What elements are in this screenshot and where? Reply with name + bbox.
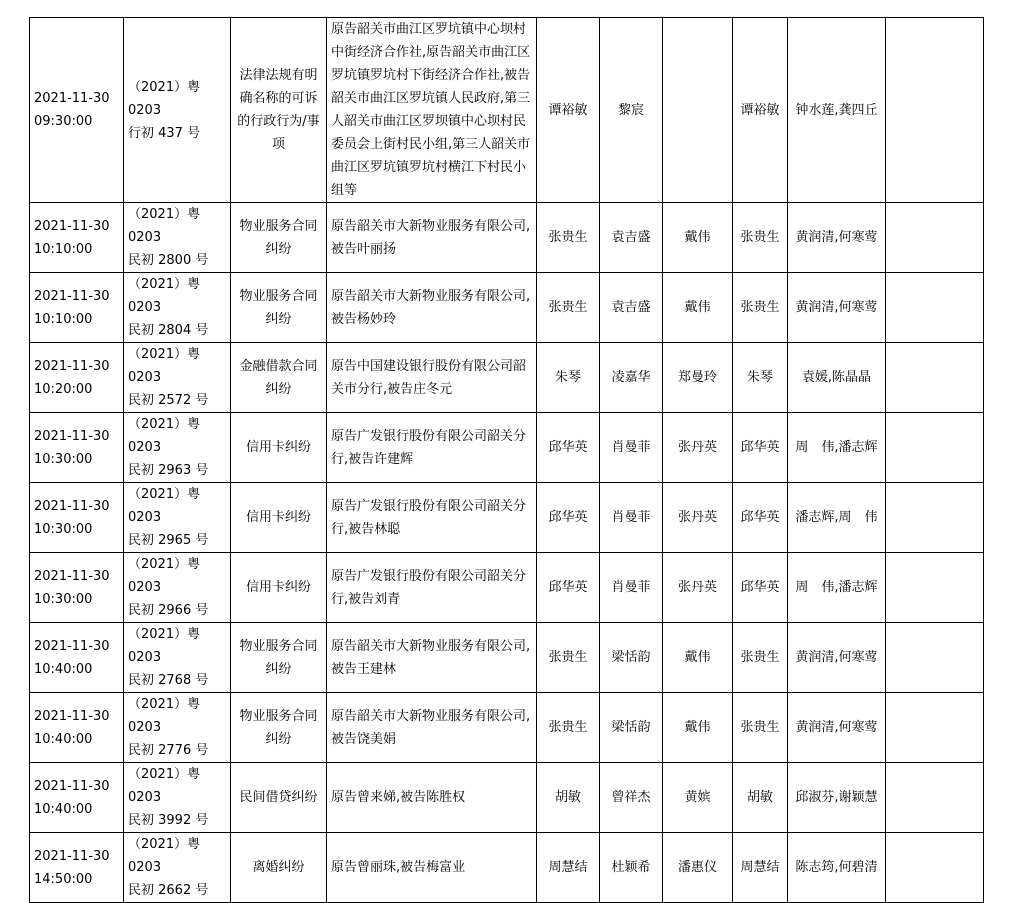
- case-number-suffix: 民初 2776 号: [128, 743, 209, 758]
- hearing-date: 2021-11-30: [34, 498, 110, 514]
- table-row: [30, 18, 984, 203]
- panel-member-1: 袁吉盛: [600, 203, 663, 273]
- case-number-prefix: （2021）粤0203: [128, 79, 201, 118]
- table-row: [30, 483, 984, 553]
- table-row: [30, 623, 984, 693]
- presiding-judge: 张贵生: [733, 693, 788, 763]
- case-number-suffix: 民初 2963 号: [128, 463, 209, 478]
- empty-cell: [886, 483, 984, 553]
- case-parties: 原告韶关市大新物业服务有限公司,被告饶美娟: [327, 693, 537, 763]
- panel-member-1: 肖曼菲: [600, 483, 663, 553]
- court-clerks: 黄润清,何寒莺: [788, 693, 886, 763]
- hearing-date: 2021-11-30: [34, 568, 110, 584]
- case-number-suffix: 行初 437 号: [128, 125, 201, 141]
- case-number-cell: [124, 623, 231, 693]
- judge: 胡敏: [537, 763, 600, 833]
- hearing-time-cell: [30, 763, 124, 833]
- case-number-prefix: （2021）粤0203: [128, 347, 201, 385]
- hearing-clock: 14:50:00: [34, 871, 93, 887]
- case-number-prefix: （2021）粤0203: [128, 557, 201, 595]
- empty-cell: [886, 203, 984, 273]
- case-cause: 物业服务合同纠纷: [231, 203, 327, 273]
- panel-member-1: 肖曼菲: [600, 553, 663, 623]
- court-clerks: 袁媛,陈晶晶: [788, 343, 886, 413]
- table-row: [30, 413, 984, 483]
- case-number-cell: [124, 833, 231, 903]
- hearing-time-cell: [30, 413, 124, 483]
- judge: 邱华英: [537, 553, 600, 623]
- panel-member-2: 戴伟: [663, 693, 733, 763]
- table-row: [30, 833, 984, 903]
- court-clerks: 黄润清,何寒莺: [788, 203, 886, 273]
- hearing-time-cell: [30, 833, 124, 903]
- panel-member-2: [663, 18, 733, 203]
- panel-member-1: 杜颖希: [600, 833, 663, 903]
- court-clerks: 潘志辉,周 伟: [788, 483, 886, 553]
- presiding-judge: 张贵生: [733, 203, 788, 273]
- case-number-prefix: （2021）粤0203: [128, 767, 201, 805]
- hearing-clock: 10:30:00: [34, 591, 93, 607]
- court-clerks: 周 伟,潘志辉: [788, 413, 886, 483]
- case-number-suffix: 民初 2966 号: [128, 603, 209, 618]
- case-number-suffix: 民初 2965 号: [128, 533, 209, 548]
- case-number-prefix: （2021）粤0203: [128, 837, 201, 875]
- hearing-date: 2021-11-30: [34, 428, 110, 444]
- case-number-suffix: 民初 2800 号: [128, 253, 209, 268]
- hearing-date: 2021-11-30: [34, 708, 110, 724]
- case-cause: 民间借贷纠纷: [231, 763, 327, 833]
- presiding-judge: 谭裕敏: [733, 18, 788, 203]
- court-clerks: 钟水莲,龚四丘: [788, 18, 886, 203]
- case-parties: 原告韶关市大新物业服务有限公司,被告王建林: [327, 623, 537, 693]
- judge: 邱华英: [537, 483, 600, 553]
- empty-cell: [886, 763, 984, 833]
- hearing-time-cell: [30, 623, 124, 693]
- hearing-clock: 09:30:00: [34, 114, 93, 129]
- court-clerks: 周 伟,潘志辉: [788, 553, 886, 623]
- presiding-judge: 张贵生: [733, 623, 788, 693]
- case-number-cell: [124, 483, 231, 553]
- case-parties: 原告曾丽珠,被告梅富业: [327, 833, 537, 903]
- panel-member-2: 潘惠仪: [663, 833, 733, 903]
- court-clerks: 黄润清,何寒莺: [788, 623, 886, 693]
- case-number-cell: [124, 203, 231, 273]
- case-number-suffix: 民初 2804 号: [128, 323, 209, 338]
- case-number-prefix: （2021）粤0203: [128, 207, 201, 245]
- hearing-date: 2021-11-30: [34, 91, 110, 106]
- judge: 张贵生: [537, 273, 600, 343]
- case-number-suffix: 民初 2662 号: [128, 883, 209, 898]
- presiding-judge: 邱华英: [733, 483, 788, 553]
- case-parties: 原告韶关市大新物业服务有限公司,被告叶丽扬: [327, 203, 537, 273]
- empty-cell: [886, 553, 984, 623]
- case-number-suffix: 民初 2768 号: [128, 673, 209, 688]
- case-parties: 原告广发银行股份有限公司韶关分行,被告许建辉: [327, 413, 537, 483]
- empty-cell: [886, 273, 984, 343]
- case-parties: 原告韶关市大新物业服务有限公司,被告杨妙玲: [327, 273, 537, 343]
- case-number-suffix: 民初 3992 号: [128, 813, 209, 828]
- table-row: [30, 343, 984, 413]
- presiding-judge: 朱琴: [733, 343, 788, 413]
- case-number-prefix: （2021）粤0203: [128, 417, 201, 455]
- case-number-suffix: 民初 2572 号: [128, 393, 209, 408]
- hearing-clock: 10:10:00: [34, 311, 93, 327]
- table-row: [30, 553, 984, 623]
- hearing-date: 2021-11-30: [34, 358, 110, 374]
- table-row: [30, 693, 984, 763]
- case-parties: 原告韶关市曲江区罗坑镇中心坝村中街经济合作社,原告韶关市曲江区罗坑镇罗坑村下街经济合作社,被告韶关市曲江区罗坑镇人民政府,第三人韶关市曲江区罗坝镇中心坝村民委员会上街村民小组,第三人韶关市曲江区罗坑镇罗坑村横江下村民小组等: [327, 18, 537, 203]
- judge: 张贵生: [537, 693, 600, 763]
- panel-member-1: 梁恬韵: [600, 623, 663, 693]
- panel-member-2: 戴伟: [663, 203, 733, 273]
- hearing-clock: 10:30:00: [34, 451, 93, 467]
- empty-cell: [886, 413, 984, 483]
- case-parties: 原告中国建设银行股份有限公司韶关市分行,被告庄冬元: [327, 343, 537, 413]
- case-cause: 法律法规有明确名称的可诉的行政行为/事项: [231, 18, 327, 203]
- case-number-cell: [124, 693, 231, 763]
- panel-member-1: 曾祥杰: [600, 763, 663, 833]
- case-cause: 离婚纠纷: [231, 833, 327, 903]
- hearing-time-cell: [30, 693, 124, 763]
- hearing-time-cell: [30, 203, 124, 273]
- panel-member-2: 郑曼玲: [663, 343, 733, 413]
- hearing-time-cell: [30, 553, 124, 623]
- empty-cell: [886, 693, 984, 763]
- hearing-clock: 10:40:00: [34, 661, 93, 677]
- hearing-date: 2021-11-30: [34, 288, 110, 304]
- empty-cell: [886, 623, 984, 693]
- case-parties: 原告广发银行股份有限公司韶关分行,被告刘青: [327, 553, 537, 623]
- hearing-date: 2021-11-30: [34, 218, 110, 234]
- case-number-prefix: （2021）粤0203: [128, 277, 201, 315]
- panel-member-1: 肖曼菲: [600, 413, 663, 483]
- presiding-judge: 邱华英: [733, 413, 788, 483]
- hearing-clock: 10:40:00: [34, 731, 93, 747]
- hearing-date: 2021-11-30: [34, 848, 110, 864]
- hearing-clock: 10:40:00: [34, 801, 93, 817]
- empty-cell: [886, 343, 984, 413]
- panel-member-1: 凌嘉华: [600, 343, 663, 413]
- case-number-cell: [124, 343, 231, 413]
- judge: 邱华英: [537, 413, 600, 483]
- case-cause: 金融借款合同纠纷: [231, 343, 327, 413]
- case-number-cell: [124, 273, 231, 343]
- empty-cell: [886, 18, 984, 203]
- case-number-cell: [124, 763, 231, 833]
- hearing-date: 2021-11-30: [34, 778, 110, 794]
- panel-member-2: 黄嫔: [663, 763, 733, 833]
- hearing-clock: 10:10:00: [34, 241, 93, 257]
- panel-member-2: 戴伟: [663, 273, 733, 343]
- judge: 朱琴: [537, 343, 600, 413]
- table-row: [30, 203, 984, 273]
- hearing-time-cell: [30, 18, 124, 203]
- case-number-prefix: （2021）粤0203: [128, 627, 201, 665]
- hearing-date: 2021-11-30: [34, 638, 110, 654]
- panel-member-1: 梁恬韵: [600, 693, 663, 763]
- court-clerks: 陈志筠,何碧清: [788, 833, 886, 903]
- court-clerks: 黄润清,何寒莺: [788, 273, 886, 343]
- case-number-cell: [124, 413, 231, 483]
- panel-member-1: 黎宸: [600, 18, 663, 203]
- case-cause: 信用卡纠纷: [231, 553, 327, 623]
- case-cause: 物业服务合同纠纷: [231, 623, 327, 693]
- court-clerks: 邱淑芬,谢颖慧: [788, 763, 886, 833]
- case-number-prefix: （2021）粤0203: [128, 487, 201, 525]
- hearing-time-cell: [30, 273, 124, 343]
- panel-member-2: 张丹英: [663, 553, 733, 623]
- panel-member-2: 张丹英: [663, 483, 733, 553]
- table-row: [30, 763, 984, 833]
- case-cause: 物业服务合同纠纷: [231, 693, 327, 763]
- hearing-time-cell: [30, 343, 124, 413]
- case-number-cell: [124, 553, 231, 623]
- hearing-clock: 10:20:00: [34, 381, 93, 397]
- judge: 谭裕敏: [537, 18, 600, 203]
- case-parties: 原告广发银行股份有限公司韶关分行,被告林聪: [327, 483, 537, 553]
- hearing-schedule-body: [30, 18, 984, 903]
- hearing-clock: 10:30:00: [34, 521, 93, 537]
- empty-cell: [886, 833, 984, 903]
- panel-member-2: 张丹英: [663, 413, 733, 483]
- judge: 张贵生: [537, 203, 600, 273]
- presiding-judge: 张贵生: [733, 273, 788, 343]
- judge: 周慧结: [537, 833, 600, 903]
- case-parties: 原告曾来娣,被告陈胜权: [327, 763, 537, 833]
- case-cause: 物业服务合同纠纷: [231, 273, 327, 343]
- panel-member-1: 袁吉盛: [600, 273, 663, 343]
- case-cause: 信用卡纠纷: [231, 413, 327, 483]
- presiding-judge: 邱华英: [733, 553, 788, 623]
- case-number-prefix: （2021）粤0203: [128, 697, 201, 735]
- case-number-cell: [124, 18, 231, 203]
- presiding-judge: 胡敏: [733, 763, 788, 833]
- case-cause: 信用卡纠纷: [231, 483, 327, 553]
- hearing-time-cell: [30, 483, 124, 553]
- presiding-judge: 周慧结: [733, 833, 788, 903]
- table-row: [30, 273, 984, 343]
- hearing-schedule-table: [29, 17, 984, 903]
- judge: 张贵生: [537, 623, 600, 693]
- panel-member-2: 戴伟: [663, 623, 733, 693]
